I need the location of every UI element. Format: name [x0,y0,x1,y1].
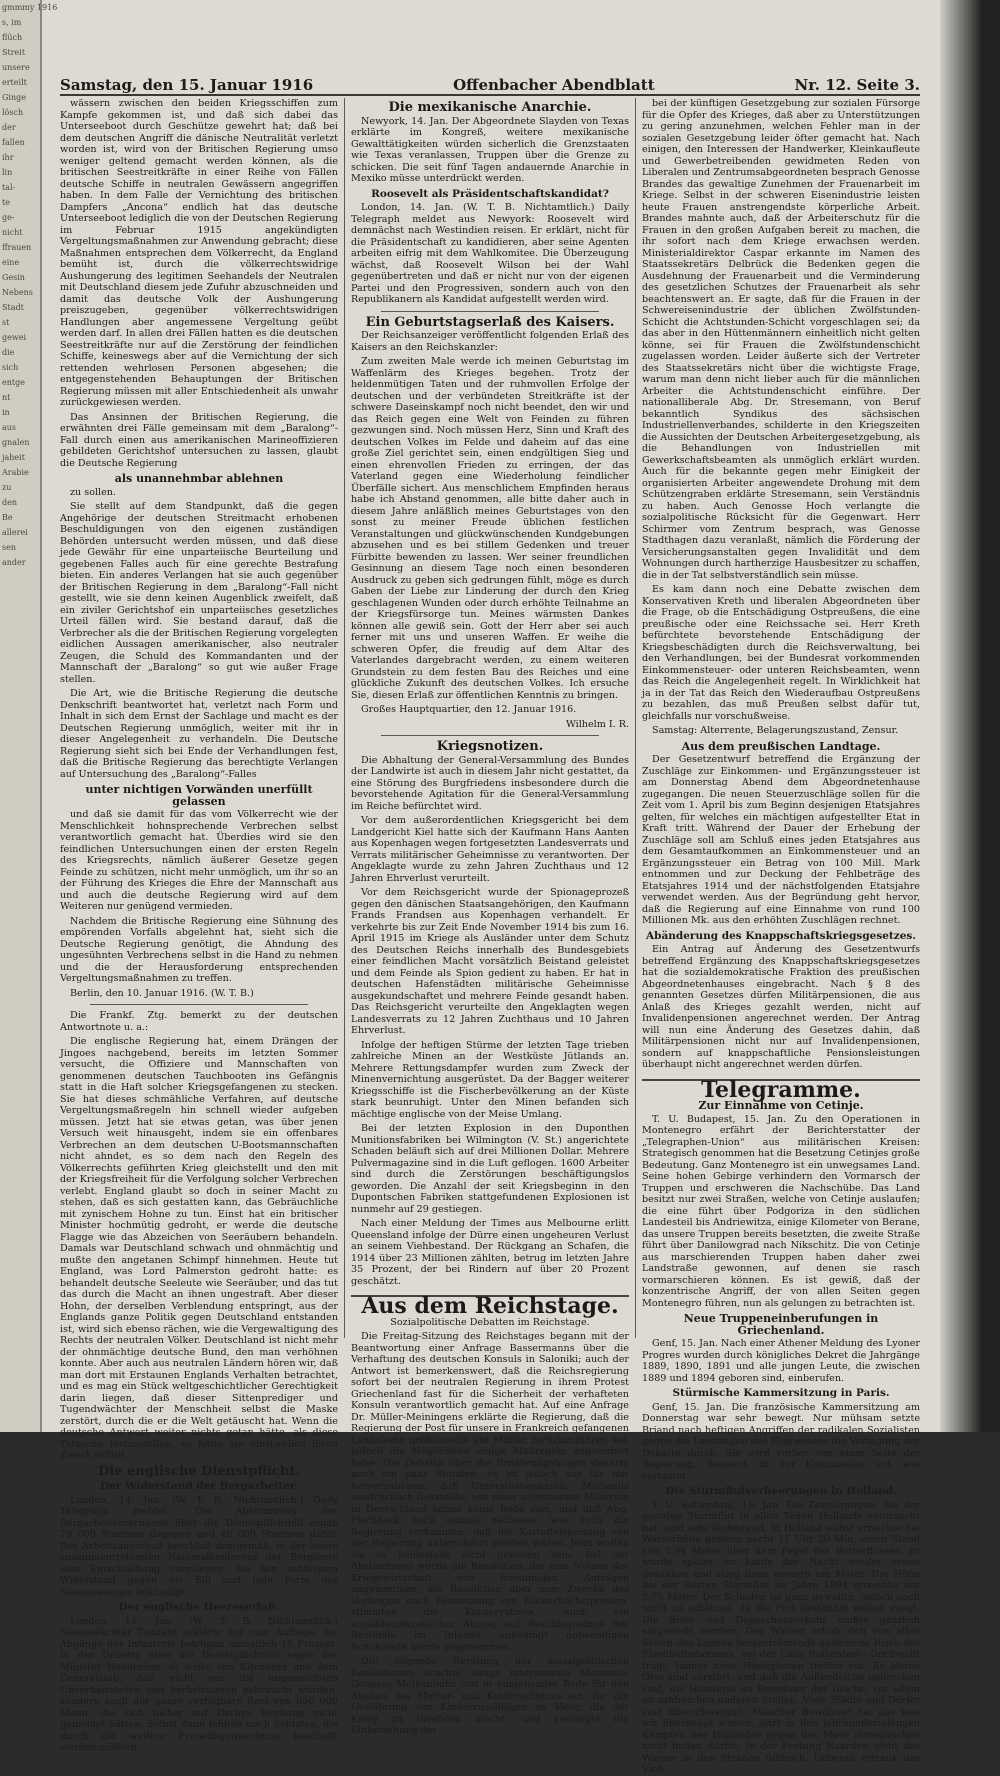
strip-fragment: entge [2,378,25,387]
paragraph: Die Abhaltung der General-Versammlung des Bundes der Landwirte ist auch in diesem Jahr nicht gestattet, da eine Störung des Burgfriedens insbesondere durch die bevorstehende Agitation für die General-Versammlung im Reiche befürchtet wird. [351,754,629,812]
strip-fragment: Ginge [2,93,26,102]
strip-fragment: gmmmy 1916 [2,3,58,12]
paragraph: Die Art, wie die Britische Regierung die deutsche Denkschrift beantwortet hat, verletzt nach Form und Inhalt in sich dem Ernst der Sachlage und macht es der Deutschen Regierung unmöglich, weiter mit ihr in dieser Angelegenheit zu verhandeln. Die Deutsche Regierung sieht sich bei Ende der Verhandlungen fest, daß die Britische Regierung das berechtigte Verlangen auf Untersuchung des „Baralong“-Falles [60,688,338,780]
paragraph: Der Gesetzentwurf betreffend die Ergänzung der Zuschläge zur Einkommen- und Ergänzungssteuer ist am Donnerstag Abend dem Abgeordnetenhause zugegangen. Die neuen Steuerzuschläge sollen für die Zeit vom 1. April bis zum Beginn desjenigen Etatsjahres gelten, für welches ein mächtigen aufgestellter Etat in Kraft tritt. Während der Dauer der Erhebung der Zuschläge soll am Schluß eines jeden Etatsjahres aus dem Gesamtaufkommen an Einkommensteuer und an Ergänzungssteuer ein Betrag von 100 Mill. Mark entnommen und zur Deckung der Fehlbeträge des Etatsjahres 1914 und der nächstfolgenden Etatsjahre verwendet werden. Aus der Begründung geht hervor, daß die Regierung auf eine Einnahme von rund 100 Millionen Mk. aus den erhöhten Zuschlägen rechnet. [642,754,920,926]
strip-fragment: Stadt [2,303,24,312]
strip-fragment: aus [2,423,17,432]
paragraph: Vor dem Reichsgericht wurde der Spionageprozeß gegen den dänischen Staatsangehörigen, den Kaufmann Frands Frandsen aus Kopenhagen verhandelt. Er verkehrte bis zur Zeit Ende November 1914 bis zum 16. April 1915 im Kriege als Ausländer unter dem Schutz des Deutschen Reichs innerhalb des Bundesgebiets einer feindlichen Macht vorsätzlich Beistand geleistet und dem Feinde als Spion gedient zu haben. Er hat in deutschen Hafenstädten militärische Geheimnisse ausgekundschaftet und mehrere Feinde gesandt haben. Das Reichsgericht verurteilte den Angeklagten wegen Landesverrats zu 12 Jahren Zuchthaus und 10 Jahren Ehrverlust. [351,887,629,1036]
paragraph: Das Ansinnen der Britischen Regierung, die erwähnten drei Fälle gemeinsam mit dem „Baralong“-Fall durch einen aus amerikanischen Marineoffizieren gebildeten Gerichtshof untersuchen zu lassen, glaubt die Deutsche Regierung [60,411,338,469]
strip-fragment: lösch [2,108,24,117]
header-date: Samstag, den 15. Januar 1916 [60,76,314,94]
columns [60,98,920,1775]
strip-fragment: gnalen [2,438,30,447]
strip-fragment: fallen [2,138,25,147]
divider [90,1004,308,1005]
column-1 [60,98,345,1753]
strip-fragment: allerei [2,528,28,537]
divider [381,311,599,312]
subheading: Der englische Heereserlaß. [118,1601,280,1613]
strip-fragment: ge- [2,213,15,222]
paragraph: London, 14. Jan. (W. T. B. Nichtamtlich.) Staatssekretär Tennant erklärte auf eine Anfrage, die Abgänge der Infanterie betrügen monatlich 15 Prozent. In der Debatte über die Dienstpflichtbill sagte der Minister Henderson, er wisse von Kitchener und dem Generalstab, daß nicht nur die ungemeldeten Unverheirateten und Verheirateten gebraucht würden, sondern auch der ganze verfügbare Rest von 650 000 Mann, die sich bisher auf Derbys Werbung nicht gemeldet hätten. Selbst dann fehlten noch Soldaten, die durch die weitere Freiwilligenwerbung beschafft werden müßten. [60,1615,338,1753]
paragraph: Die folgende Beratung der sozialpolitischen Resolutionen brachte einige interessante Momente. Genosse Molkenbuhr trat in eingehender Rede für den Ausbau des Mutter- und Kinderschutzes ein, für die Gewährung von Kinderzuschlägen an Väter, die der Krieg zu Invaliden macht, und verlangte die Einbeziehung der [351,1656,629,1736]
paragraph: Vor dem außerordentlichen Kriegsgericht bei dem Landgericht Kiel hatte sich der Kaufmann Hans Aanten aus Kopenhagen wegen fortgesetzten Landesverrats und Verrats militärischer Geheimnisse zu verantworten. Der Angeklagte wurde zu zehn Jahren Zuchthaus und 12 Jahren Ehrverlust verurteilt. [351,815,629,884]
header-paper-title: Offenbacher Abendblatt [453,76,655,94]
article-heading: Kriegsnotizen. [436,739,544,754]
strip-fragment: sen [2,543,16,552]
paragraph: Genf, 15. Jan. Nach einer Athener Meldung des Lyoner Progres wurden durch königliches Dekret die Jahrgänge 1889, 1890, 1891 und alle jungen Leute, die zwischen 1889 und 1894 geboren sind, einberufen. [642,1338,920,1384]
subheading: Neue Truppeneinberufungen in Griechenland. [683,1312,879,1337]
strip-fragment: den [2,498,18,507]
strip-fragment: Be [2,513,13,522]
paragraph: London, 14. Jan. (W. T. B. Nichtamtlich.) Daily Telegraph meldet aus Newyork: Roosevelt wird demnächst nach Westindien reisen. Er erklärt, nicht für die Präsidentschaft zu kandidieren, aber seine Agenten arbeiten eifrig mit dem Wahlkomitee. Die Überzeugung wächst, daß Roosevelt Wilson bei der Wahl gegenübertreten und daß er nicht nur von der eigenen Partei und den Progressiven, sondern auch von den Republikanern als Kandidat aufgestellt werden wird. [351,202,629,305]
paragraph: Es kam dann noch eine Debatte zwischen dem Konservativen Kreth und liberalen Abgeordneten über die Frage, ob die Entschädigung Ostpreußens, die eine preußische oder eine Reichssache sei. Herr Kreth befürchtete bevorstehende Entschädigung der Kriegsbeschädigten durch die Reichsverwaltung, bei den Verhandlungen, bei der Bundesrat vorkommenden Einkommensteuer- oder unteren Reichsbeamten, wenn das Reich die Angelegenheit regelt. In Wirklichkeit hat ja in der Tat das Reich den Wiederaufbau Ostpreußens zu bezahlen, das muß Preußen selbst dafür tut, gleichfalls nur vorschußweise. [642,584,920,722]
section-heading: Aus dem Reichstage. [351,1295,629,1313]
strip-fragment: eine [2,258,20,267]
strip-fragment: flüch [2,33,23,42]
divider [381,735,599,736]
strip-fragment: in [2,408,10,417]
subheading: Zur Einnahme von Cetinje. [698,1099,864,1112]
paragraph: Der Reichsanzeiger veröffentlicht folgenden Erlaß des Kaisers an den Reichskanzler: [351,330,629,353]
paragraph: London, 14. Jan. (W. T. B. Nichtamtlich.) Daily Telegraph meldet: Die Abstimmung der Bergarbeiterverbände über die Dienstpflichtbill ergab 79 000 Stimmen dagegen und 40 000 Stimmen dafür. Der Arbeitsausschuß beschloß demgemäß, in der heute zusammentretenden Nationalkonferenz der Bergleute eine Entschließung vorzulegen, die den schärfsten Widerstand gegen die Bill und jede Form des Staatszwanges ankündigt. [60,1494,338,1598]
dateline: Berlin, den 10. Januar 1916. (W. T. B.) [70,987,254,999]
header-page-number: Nr. 12. Seite 3. [794,76,920,94]
paragraph: zu sollen. [70,486,117,498]
signature-line: Wilhelm I. R. [565,718,629,730]
strip-fragment: ffrauen [2,243,32,252]
strip-fragment: jaheit [2,453,25,462]
strip-fragment: Gesin [2,273,25,282]
paragraph: Nach einer Meldung der Times aus Melbourne erlitt Queensland infolge der Dürre einen ungeheuren Verlust an seinem Viehbestand. Der Rückgang an Schafen, die 1914 über 23 Millionen zählten, betrug im letzten Jahre 35 Prozent, der bei Rindern auf über 20 Prozent geschätzt. [351,1218,629,1287]
strip-fragment: erteilt [2,78,27,87]
subheading: Abänderung des Knappschaftskriegsgesetzes. [645,929,916,942]
paragraph: Nachdem die Britische Regierung eine Sühnung des empörenden Vorfalls abgelehnt hat, sieht sich die Deutsche Regierung genötigt, die Ahndung des ungesühnten Verbrechens selbst in die Hand zu nehmen und die der Herausforderung entsprechenden Vergeltungsmaßnahmen zu treffen. [60,915,338,984]
paragraph: Sie stellt auf dem Standpunkt, daß die gegen Angehörige der deutschen Streitmacht erhobenen Beschuldigungen von den eigenen zuständigen Behörden untersucht werden müssen, und daß diese jede Gewähr für eine unparteiische Beurteilung und gegebenen Falles auch für eine gerechte Bestrafung bieten. Ein anderes Verlangen hat sie auch gegenüber der Britischen Regierung in dem „Baralong“-Fall nicht gestellt, wie sie denn keinen Augenblick zweifelt, daß ein ziviler Gerichtshof ein unparteiisches gesetzliches Urteil fällen wird. Sie bestand darauf, daß die Verbrecher als die der Britischen Regierung vorgelegten eidlichen Aussagen amerikanischer, also neutraler Zeugen, die Schuld des Kommandanten und der Mannschaft der „Baralong“ so gut wie außer Frage stellen. [60,501,338,685]
subheading: Aus dem preußischen Landtage. [681,739,881,753]
article-heading: Die mexikanische Anarchie. [388,100,592,115]
paragraph: bei der künftigen Gesetzgebung zur sozialen Fürsorge für die Opfer des Krieges, daß aber zu Unterstützungen zu gering anzunehmen, welchen Fehler man in der sozialen Gesetzgebung leider öfter gemacht hat. Nach einigen, den Interessen der Handwerker, Kleinkaufleute und Gewerbetreibenden gewidmeten Reden von Liberalen und Zentrumsabgeordneten besprach Genosse Brandes das gewaltige Zunehmen der Frauenarbeit im Kriege. Selbst in der schweren Eisenindustrie leisten heute Frauen anstrengendste körperliche Arbeit. Brandes mahnte auch, daß der Arbeiterschutz für die Frauen in den großen Aufgaben bereit zu machen, die ihr sofort nach dem Kriege erwachsen werden. Ministerialdirektor Caspar erkannte im Namen des Staatssekretärs Delbrück die Bedenken gegen die Ausdehnung der Frauenarbeit und die Verminderung des gesetzlichen Schutzes der Frauenarbeit als sehr beachtenswert an. Er sagte, daß für die Frauen in der Schwereisenindustrie der üblichen Zwölfstunden-Schicht die Achtstunden-Schicht vorgeschlagen sei; da das aber in den Hüttenmännern einheitlich nicht gelten könne, sei für Frauen die Zwölfstundenschicht zugelassen worden. Leider äußerte sich der Vertreter des Staatssekretärs nicht über die wichtigste Frage, warum man denn nicht lieber auch für die männlichen Arbeiter die Achtstundenschicht einführe. Der nationalliberale Abg. Dr. Stresemann, von Beruf bekanntlich Syndikus des sächsischen Industriellenverbandes, schilderte in den Kriegszeiten die Aussichten der Deutschen Arbeitergesetzgebung, als die Behandlungen von Industriellen mit Gewerkschaftsbeamten als unmöglich erklärt wurden. Auch für die bekannte gegen mehr Einigkeit der organisierten Arbeiter angewendete Drohung mit dem Schützengraben erklärte Stresemann, sein Verständnis zu haben. Auch Genosse Hoch verlangte die sozialpolitische Rücksicht für die Gegenwart. Herr Schirmer vom Zentrum besprach, was Genosse Stadthagen dazu veranlaßt, nämlich die Förderung der Versicherungsanstalten gegen Invalidität und dem Wohnungen durch hartherzige Hausbesitzer zu schaffen, die in der Tat selbstverständlich sein müsse. [642,98,920,581]
column-3 [636,98,920,1775]
section-heading: Telegramme. [642,1079,920,1097]
strip-fragment: ihr [2,153,14,162]
paragraph: Großes Hauptquartier, den 12. Januar 1916. [361,704,577,715]
column-2 [345,98,636,1736]
paragraph: Die Frankf. Ztg. bemerkt zu der deutschen Antwortnote u. a.: [60,1010,338,1033]
strip-fragment: der [2,123,16,132]
paragraph: Infolge der heftigen Stürme der letzten Tage trieben zahlreiche Minen an der Westküste Jütlands an. Mehrere Rettungsdampfer wurden zum Zweck der Minenvernichtung ausgerüstet. Da der Bagger weiterer Kriegsschiffe ist die Fischerbevölkerung an der Küste stark beunruhigt. Unter den Minen befanden sich mächtige englische von der Meise Umlang. [351,1039,629,1120]
subheading: als unannehmbar ablehnen [114,472,284,485]
article-heading: Ein Geburtstagserlaß des Kaisers. [365,314,615,330]
strip-fragment: lin [2,168,13,177]
article-heading: Die englische Dienstpflicht. [98,1463,300,1479]
subheading: Der Widerstand der Bergarbeiter. [99,1480,299,1492]
strip-fragment: unsere [2,63,30,72]
paragraph: T. U. Rotterdam, 15. Jan. Die Zerstörungen, die der gestrige Sturmflut in allen Teilen Hollands verursacht hat, sind sehr bedeutend. In Holland selbst erreichte die Wasserhöhe gestern nacht 11 Uhr 30 Min. einen Stand von 3,94 Meter über dem Pegel des Rotterflusses. Er wurde später im Laufe der Nacht wieder etwas gesunken und stieg dann gestern ein Meter. Der Höhe bei der letzten Sturmflut im Jahre 1894 erreichte nur 3,75 Meter. Der Schaden ist ganz gewaltig, jedoch noch nicht zu schätzen, da die Flut beständig weiter steigt. Die Brief- und Depeschenverkehr mußte gänzlich eingestellt werden. Das Wasser erhob sich von allen Seiten des Landes heranströmende zahlreiche Risse des Eisenbahndammes, bei der Linie Rotterdam—Dordrecht trägt. Immer neue Hiobsposten treffen ein. Es kleine Orte sind zerstört, und daß die Außendeiche gebrochen sind, die Hunderte an Bewohner der Deiche, vor allem an zahlreichen anderen Stellen. Viele Städte und Dörfer sind überschwemmt. Mancher Bewohner hat das was wir überhaupt wissen, jetzt in den jahrhundertelangen Kämpfen der Holländer gegen das Meer ihresgleichen nicht finden dürfte. In der Festung Naarden steht das Wasser in den Straßen fußhoch. Ueberall ertrank das Vieh. [642,1499,920,1775]
subheading: Stürmische Kammersitzung in Paris. [672,1387,890,1399]
paragraph: Samstag: Alterrente, Belagerungszustand, Zensur. [652,725,899,736]
strip-fragment: nt [2,393,11,402]
section-subtitle: Sozialpolitische Debatten im Reichstage. [390,1316,590,1328]
strip-fragment: s, im [2,18,22,27]
paragraph: Ein Antrag auf Änderung des Gesetzentwurfs betreffend Ergänzung des Knappschaftskriegsgesetzes hat die sozialdemokratische Fraktion des preußischen Abgeordnetenhauses eingebracht. Nach § 8 des genannten Gesetzes dürfen Militärpensionen, die aus Anlaß des Krieges gezahlt werden, nicht auf Invalidenpensionen angerechnet werden. Der Antrag will nun eine Änderung des Gesetzes dahin, daß Militärpensionen nicht nur auf Invalidenpensionen, sondern auf knappschaftliche Pensionsleistungen überhaupt nicht angerechnet werden dürfen. [642,944,920,1070]
paragraph: wässern zwischen den beiden Kriegsschiffen zum Kampfe gekommen ist, und daß sich dabei das Unterseeboot durch Geschütze gewehrt hat; daß bei dem deutschen Angriff die dänische Neutralität verletzt worden ist, wird von der Britischen Regierung umso weniger geltend gemacht werden können, als die britischen Seestreitkräfte in einer Reihe von Fällen deutsche Schiffe in neutralen Gewässern angegriffen haben. In dem Falle der Vernichtung des britischen Dampfers „Ancona“ endlich hat das deutsche Unterseeboot lediglich die von der Deutschen Regierung im Februar 1915 angekündigten Vergeltungsmaßnahmen zur Anwendung gebracht; diese Maßnahmen entsprechen dem Völkerrecht, da England bemüht ist, durch die völkerrechtswidrige Aushungerung des legitimen Seehandels der Neutralen mit Deutschland diesem jede Zufuhr abzuschneiden und damit das deutsche Volk der Aushungerung preiszugeben, gegenüber völkerrechtswidrigen Handlungen aber angemessene Vergeltung geübt werden darf. In allen drei Fällen hatten es die deutschen Seestreitkräfte nur auf die Zerstörung der feindlichen Schiffe, keineswegs aber auf die Vernichtung der sich rettenden wehrlosen Personen abgesehen; die entgegenstehenden Behauptungen der Britischen Regierung müssen mit aller Entschiedenheit als unwahr zurückgewiesen werden. [60,98,338,408]
subheading: unter nichtigen Vorwänden unerfüllt gelassen [85,783,313,808]
paragraph: Bei der letzten Explosion in den Duponthen Munitionsfabriken bei Wilmington (V. St.) angerichtete Schaden beläuft sich auf drei Millionen Dollar. Mehrere Pulvermagazine sind in die Luft geflogen. 1600 Arbeiter sind durch die Zerstörungen beschäftigungslos geworden. Die Anzahl der seit Kriegsbeginn in den Dupontschen Fabriken stattgefundenen Explosionen ist nunmehr auf 29 gestiegen. [351,1123,629,1215]
strip-fragment: sich [2,363,19,372]
strip-fragment: zu [2,483,12,492]
subheading: Die Sturmflutverheerungen in Holland. [665,1485,897,1497]
paragraph: Die englische Regierung hat, einem Drängen der Jingoes nachgebend, bereits im letzten Sommer versucht, die Offiziere und Mannschaften von genommenen deutschen Tauchbooten ins Gefängnis statt in die Haft solcher Kriegsgefangenen zu stecken. Sie hat dieses schmähliche Verfahren, auf deutsche Vergeltungsmaßregeln hin schnell wieder aufgeben müssen. Jetzt hat sie etwas getan, was über jenen Versuch weit hinausgeht, indem sie ein offenbares Verbrechen an dem deutschen U-Bootsmannschaften nicht ahndet, es so dem nach den Regeln des Völkerrechts geführten Krieg gleichstellt und den mit der Kriegsfreiheit für die Verfolgung solcher Verbrechen verlebt. England glaubt so doch in seiner Macht zu stehen, daß es sich gestatten kann, das Gebräuchliche mit zynischem Hohne zu tun. Einst hat ein britischer Minister hochmütig gedroht, er werde die deutsche Flagge wie das Abzeichen von Seeräubern behandeln. Damals war Deutschland schwach und ohnmächtig und mußte den angetanen Schimpf hinnehmen. Heute tut England, was Lord Palmerston gedroht hatte: es behandelt deutsche Seeleute wie Seeräuber, und das tut das durch die Macht an ihnen ungestraft. Aber dieser Hohn, der derselben Verblendung entspringt, aus der Englands ganze Politik gegen Deutschland entstanden ist, wird sich ebenso rächen, wie die Vergewaltigung des Rechts der neutralen Völker. Deutschland ist nicht mehr der ohnmächtige deutsche Bund, den man verhöhnen konnte. Aber auch aus neutralen Ländern hören wir, daß man dort mit Erstaunen Englands Verhalten betrachtet, und es mag ein Stück weltgeschichtlicher Gerechtigkeit darin liegen, daß dieser Sittenprediger und Tugendwächter der Menschheit selbst die Maske zerstört, durch die er die Welt getäuscht hat. Wenn die deutsche Antwort weiter nichts getan hätte, als diese Tatsache festzustellen, so hätte sie einstweilen ihren Zweck erfüllt. [60,1036,338,1461]
strip-fragment: st [2,318,10,327]
strip-fragment: gewei [2,333,26,342]
strip-fragment: nicht [2,228,23,237]
strip-fragment: tal- [2,183,16,192]
page-edge-shadow [940,0,1000,1432]
paragraph: Die Freitag-Sitzung des Reichstages begann mit der Beantwortung einer Anfrage Bassermanns über die Verhaftung des deutschen Konsuls in Saloniki; auch der Antwort ist bemerkenswert, daß die Reichsregierung sofort bei der neutralen Regierung in ihrem Protest Griechenland fast für die Sicherheit der verhafteten Konsuln verantwortlich gemacht hat. Auf eine Anfrage Dr. Müller-Meiningens erklärte die Regierung, daß die Regierung der Post für unsere in Frankreich gefangenen Landsleute größtenteils auf Militär zurückzuführen sei, jedoch die Möglichkeit einige Maßregeln angeordnet habe. Die Debatte über die Ernährungsfragen dauerte noch ein paar Stunden, es ist jedoch aus ihr nur hervorzuheben, daß Unterstaatssekretär Michaelis ausdrücklich feststellte, von einer allgemeinen Mißernte in Deutschland könne keine Rede sein, und daß Abg. Fischbeck noch einmal nachwies, wie auch die Regierung verkannten, daß die Kartoffelspeisung von der Regierung unterschätzt worden wären. Jetzt wollen sie es keinesfalls nicht gewesen sein. Bei der Abstimmung wurde die Resolution, die zum Nutzen der Kriegswirtschaft von freisinnigen Anträgen angenommen, die Resolution aber zum Zwecke des Verlangen nach Festsetzung von Zuckerhöchstpreisen, stimmten die Konservativen, auch ein sozialdemokratischer Antrag auf Beschlagnahme der Bestände im Inlande unbedingt notwendigen Schokolade wurde angenommen. [351,1331,629,1653]
strip-fragment: ander [2,558,26,567]
paragraph: Zum zweiten Male werde ich meinen Geburtstag im Waffenlärm des Krieges begehen. Trotz der heldenmütigen Taten und der ruhmvollen Erfolge der deutschen und der verbündeten Streitkräfte ist der schwere Daseinskampf noch nicht beendet, den wir und das Reich gegen eine Welt von Feinden zu führen gezwungen sind. Noch müssen Herz, Sinn und Kraft des deutschen Volkes im Felde und daheim auf das eine große Ziel gerichtet sein, einen endgültigen Sieg und einen ehrenvollen Frieden zu erringen, der das Vaterland gegen eine Wiederholung feindlicher Überfälle sichert. Aus menschlichem Empfinden heraus habe ich Abstand genommen, alle bitte daher auch in diesem Jahre anläßlich meines Geburtstages von den sonst zu meiner Freude üblichen festlichen Veranstaltungen und glückwünschenden Kundgebungen abzusehen und es bei stillem Gedenken und treuer Fürbitte bewenden zu lassen. Wer seiner freundlichen Gesinnung an diesem Tage noch einen besonderen Ausdruck zu geben sich gedrungen fühlt, möge es durch Gaben der Liebe zur Linderung der durch den Krieg geschlagenen Wunden oder durch erhöhte Teilnahme an der Kriegsfürsorge tun. Meines wärmsten Dankes können alle gewiß sein. Gott der Herr aber sei auch ferner mit uns und unseren Waffen. Er weihe die schweren Opfer, die freudig auf dem Altar des Vaterlandes dargebracht werden, zu einem weiteren Grundstein zu dem festen Bau des Reiches und eine glückliche Zukunft des deutschen Volkes. Ich ersuche Sie, diesen Erlaß zur öffentlichen Kenntnis zu bringen. [351,356,629,701]
strip-fragment: die [2,348,15,357]
strip-fragment: Arabie [2,468,29,477]
paragraph: und daß sie damit für das vom Völkerrecht wie der Menschlichkeit hohnsprechende Verbrechen selbst verantwortlich gemacht hat. Überdies wird sie den feindlichen Untersuchungen einen der ersten Regeln des Kriegsrechts, nämlich äußerer Gesetze gegen Feinde zu schützen, nicht mehr unmöglich, um ihr so an der Führung des Krieges die Ehre der Mannschaft aus und auch die deutsche Regierung wird auf dem Weiteren nur genügend vermieden. [60,809,338,912]
page-header [60,74,920,96]
adjacent-page-strip [0,0,58,1432]
paragraph: Genf, 15. Jan. Die französische Kammersitzung am Donnerstag war sehr bewegt. Nur mühsam setzte Briand nach heftigen Angriffen der radikalen Sozialisten gegen die Leistungen des Flugwesens die Vertagung der Debatte durch. Sie wird vorher von einer Seite der Regierung, Besnard, in der Kommission auf, wie verlautet. [642,1401,920,1482]
strip-fragment: te [2,198,10,207]
strip-fragment: Streit [2,48,26,57]
subheading: Roosevelt als Präsidentschaftskandidat? [371,187,609,200]
strip-fragment: Nebens [2,288,33,297]
paragraph: Newyork, 14. Jan. Der Abgeordnete Slayden von Texas erklärte im Kongreß, weitere mexikanische Gewalttätigkeiten würden sicherlich die Grenzstaaten wie Texas veranlassen, Truppen über die Grenze zu schicken. Die seit fünf Tagen andauernde Anarchie in Mexiko müsse unterdrückt werden. [351,115,629,184]
paragraph: T. U. Budapest, 15. Jan. Zu den Operationen in Montenegro erfährt der Berichterstatter der „Telegraphen-Union“ aus militärischen Kreisen: Strategisch genommen hat die Besetzung Cetinjes große Bedeutung. Ganz Montenegro ist ein unwegsames Land. Seine hohen Gebirge verhindern den Vormarsch der Truppen und erschweren die Nachschübe. Das Land besitzt nur zwei Straßen, welche von Cetinje auslaufen; die eine führt über Podgoriza in den südlichen Landesteil bis Andriewitza, einige Kilometer von Berane, das unsere Truppen bereits besetzten, die zweite Straße führt über Danilowgrad nach Nikschitz. Die von Cetinje aus marschierenden Truppen haben daher zwei Landstraße gewonnen, auf denen sie rasch vormarschieren können. Es ist gewiß, daß der konzentrische Angriff, der von allen Seiten gegen Montenegro führen, nun als gelungen zu betrachten ist. [642,1113,920,1309]
